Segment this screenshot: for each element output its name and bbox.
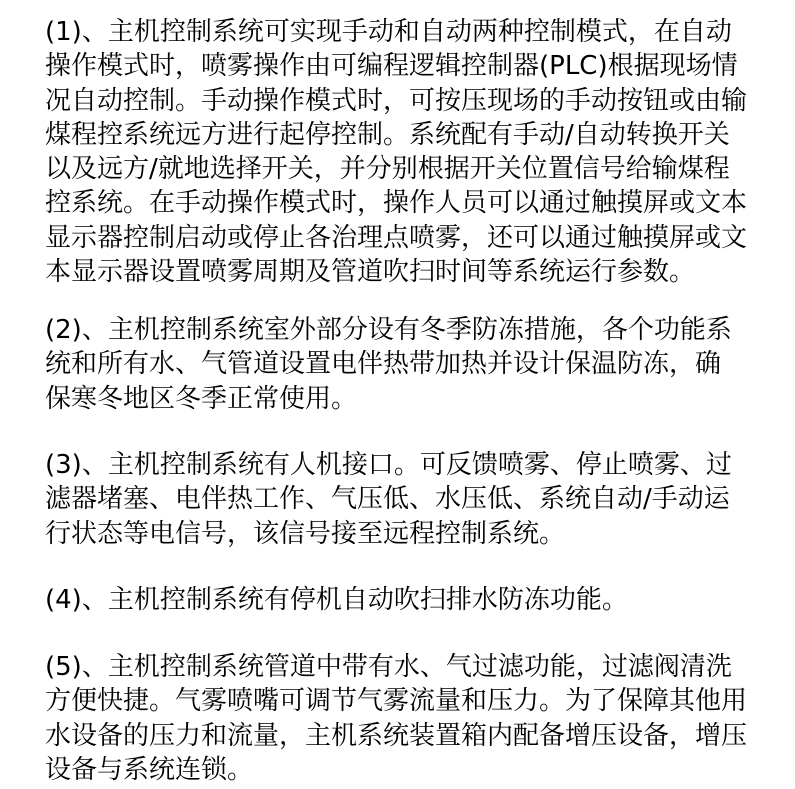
- paragraph-line: 保寒冬地区冬季正常使用。: [45, 383, 358, 414]
- paragraph-line: 统和所有水、气管道设置电伴热带加热并设计保温防冻，确: [45, 349, 722, 380]
- paragraph-2: [45, 313, 785, 416]
- paragraph-line: 煤程控系统远方进行起停控制。系统配有手动/自动转换开关: [45, 119, 730, 150]
- paragraph-line: (2)、主机控制系统室外部分设有冬季防冻措施，各个功能系: [45, 315, 732, 345]
- paragraph-line: 行状态等电信号，该信号接至远程控制系统。: [45, 518, 566, 549]
- paragraph-line: (4)、主机控制系统有停机自动吹扫排水防冻功能。: [45, 585, 628, 615]
- paragraph-3: [45, 448, 785, 551]
- paragraph-line: 滤器堵塞、电伴热工作、气压低、水压低、系统自动/手动运: [45, 484, 730, 515]
- paragraph-line: 方便快捷。气雾喷嘴可调节气雾流量和压力。为了保障其他用: [45, 686, 748, 717]
- paragraph-line: 控系统。在手动操作模式时，操作人员可以通过触摸屏或文本: [45, 188, 748, 219]
- paragraph-line: 显示器控制启动或停止各治理点喷雾，还可以通过触摸屏或文: [45, 222, 748, 253]
- paragraph-line: 设备与系统连锁。: [45, 754, 254, 785]
- paragraph-line: 况自动控制。手动操作模式时，可按压现场的手动按钮或由输: [45, 85, 748, 116]
- paragraph-line: 水设备的压力和流量，主机系统装置箱内配备增压设备，增压: [45, 720, 748, 751]
- paragraph-line: 操作模式时，喷雾操作由可编程逻辑控制器(PLC)根据现场情: [45, 51, 738, 82]
- paragraph-4: [45, 583, 785, 617]
- paragraph-line: 以及远方/就地选择开关，并分别根据开关位置信号给输煤程: [45, 154, 730, 185]
- paragraph-line: (5)、主机控制系统管道中带有水、气过滤功能，过滤阀清洗: [45, 652, 732, 682]
- paragraph-line: (1)、主机控制系统可实现手动和自动两种控制模式，在自动: [45, 17, 732, 47]
- paragraph-1: [45, 15, 785, 289]
- paragraph-line: (3)、主机控制系统有人机接口。可反馈喷雾、停止喷雾、过: [45, 450, 732, 480]
- paragraph-line: 本显示器设置喷雾周期及管道吹扫时间等系统运行参数。: [45, 257, 696, 288]
- paragraph-5: [45, 650, 785, 787]
